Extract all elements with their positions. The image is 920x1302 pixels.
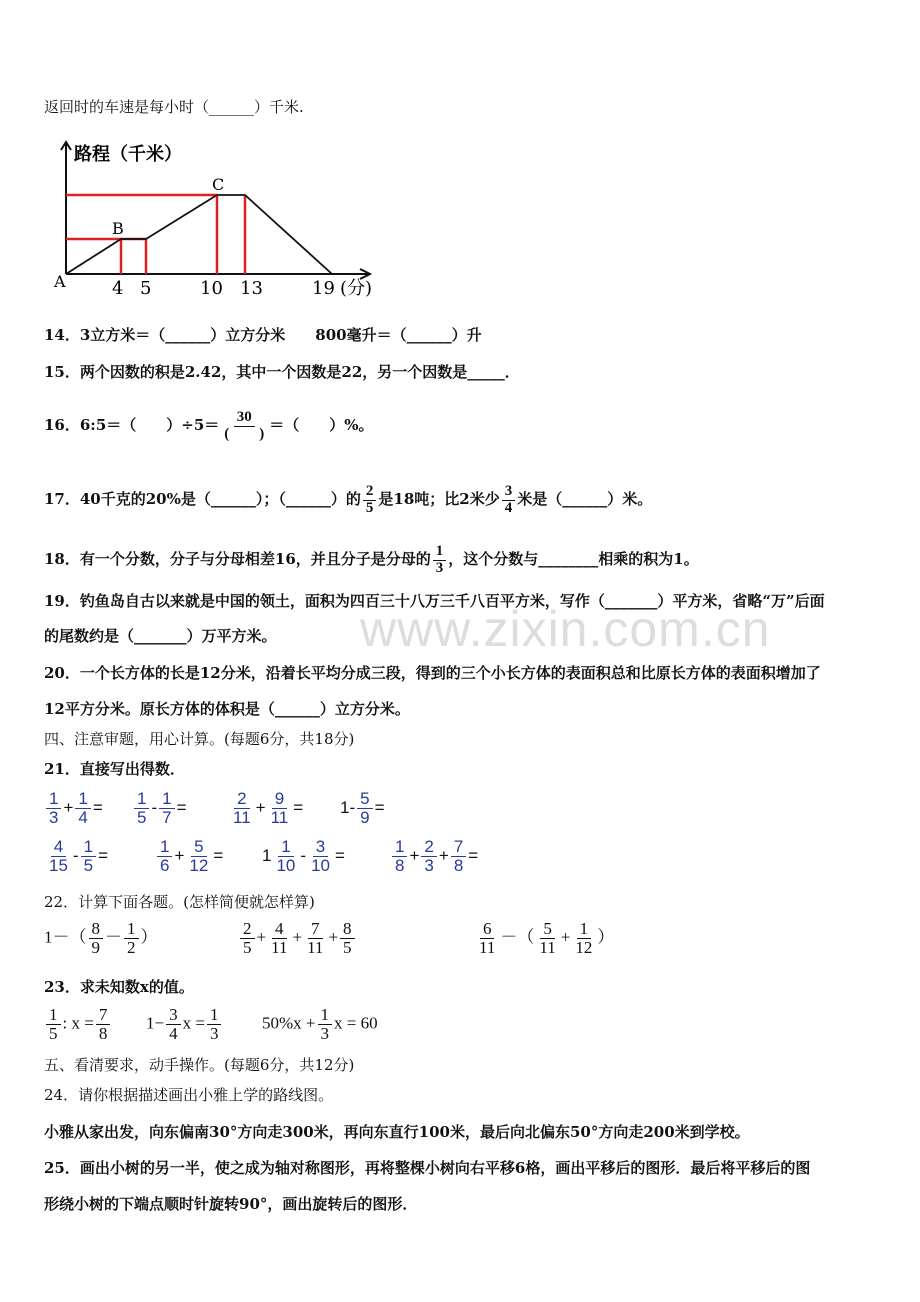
question-16 — [44, 400, 374, 450]
q21-expr-4: 1- $\frac{5}{9}$ = — [340, 789, 385, 827]
point-b: B — [112, 219, 124, 238]
q23-eq-1: $\frac{1}{5}$ : x = $\frac{7}{8}$ — [44, 1006, 112, 1043]
question-15: 15．两个因数的积是2.42，其中一个因数是22，另一个因数是_____． — [44, 363, 520, 381]
question-22: 22．计算下面各题。(怎样简便就怎样算) — [44, 893, 315, 911]
q21-expr-7: 1 $\frac{1}{10}$ - $\frac{3}{10}$ = — [262, 837, 345, 875]
distance-time-graph — [50, 132, 410, 307]
q16-fraction: $\frac{30}{( )}$ — [224, 408, 265, 442]
question-19-line1: 19．钓鱼岛自古以来就是中国的领土，面积为四百三十八万三千八百平方米，写作（_______）平方米，省略“万”后面 — [44, 592, 825, 610]
x-tick: 10 — [200, 278, 223, 299]
q22-expr-1: 1－（ $\frac{8}{9}$ － $\frac{1}{2}$ ） — [44, 919, 158, 957]
question-17: 17．40千克的20%是（______）；（______）的 $\frac{2}{5}$ 是18吨；比2米少 $\frac{3}{4}$ 米是（______）米。 — [44, 482, 653, 516]
q21-expr-5: $\frac{4}{15}$ - $\frac{1}{5}$ = — [49, 837, 108, 875]
q23-eq-2: 1− $\frac{3}{4}$ x = $\frac{1}{3}$ — [146, 1006, 223, 1043]
q16-text-b: ＝（ ）%。 — [269, 416, 374, 434]
question-24-desc: 小雅从家出发，向东偏南30°方向走300米，再向东直行100米，最后向北偏东50°方向走200米到学校。 — [44, 1123, 750, 1141]
x-tick: 4 — [112, 278, 124, 299]
question-25-line1: 25．画出小树的另一半，使之成为轴对称图形，再将整棵小树向右平移6格，画出平移后的图形．最后将平移后的图 — [44, 1159, 811, 1177]
point-a: A — [54, 272, 66, 291]
y-axis-label: 路程（千米） — [74, 144, 182, 165]
q21-expr-2: $\frac{1}{5}$ - $\frac{1}{7}$ = — [132, 790, 187, 827]
q23-eq-3: 50%x + $\frac{1}{3}$ x = 60 — [262, 1005, 378, 1043]
q21-expr-8: $\frac{1}{8}$ + $\frac{2}{3}$ + $\frac{7}{8}$ = — [390, 838, 478, 875]
q18-fraction: $\frac{1}{3}$ — [433, 544, 447, 577]
question-20-line1: 20．一个长方体的长是12分米，沿着长平均分成三段，得到的三个小长方体的表面积总和比原长方体的表面积增加了 — [44, 664, 821, 682]
x-tick: 5 — [140, 278, 152, 299]
section-4-title: 四、注意审题，用心计算。(每题6分，共18分) — [44, 730, 355, 748]
q22-expr-2: $\frac{2}{5}$ + $\frac{4}{11}$ + $\frac{7}{11}$ + $\frac{8}{5}$ — [238, 920, 357, 957]
q21-expr-1: $\frac{1}{3}$ + $\frac{1}{4}$ = — [44, 790, 103, 827]
x-unit: (分) — [340, 278, 373, 299]
point-c: C — [212, 175, 225, 194]
question-18: 18．有一个分数，分子与分母相差16，并且分子是分母的 $\frac{1}{3}$ ，这个分数与________相乘的积为1。 — [44, 542, 699, 576]
question-20-line2: 12平方分米。原长方体的体积是（______）立方分米。 — [44, 700, 410, 718]
q17-fraction-2: $\frac{3}{4}$ — [502, 484, 516, 517]
q16-text-a: 16．6:5＝（ ）÷5＝ — [44, 416, 220, 434]
q22-expr-3: $\frac{6}{11}$ －（ $\frac{5}{11}$ + $\frac{1}{12}$ ） — [479, 919, 615, 957]
question-21: 21．直接写出得数． — [44, 760, 185, 778]
question-23: 23．求未知数x的值。 — [44, 978, 194, 996]
question-25-line2: 形绕小树的下端点顺时针旋转90°，画出旋转后的图形． — [44, 1195, 418, 1213]
x-tick: 19 — [312, 278, 335, 299]
section-5-title: 五、看清要求，动手操作。(每题6分，共12分) — [44, 1056, 355, 1074]
question-24: 24．请你根据描述画出小雅上学的路线图。 — [44, 1086, 334, 1104]
q21-expr-6: $\frac{1}{6}$ + $\frac{5}{12}$ = — [155, 838, 223, 875]
question-13-tail: 返回时的车速是每小时（______）千米. — [44, 98, 304, 116]
q21-expr-3: $\frac{2}{11}$ + $\frac{9}{11}$ = — [233, 789, 304, 827]
watermark: www.zixin.com.cn — [360, 601, 771, 657]
question-19-line2: 的尾数约是（_______）万平方米。 — [44, 627, 277, 645]
q17-fraction-1: $\frac{2}{5}$ — [363, 484, 377, 517]
x-tick: 13 — [240, 278, 263, 299]
question-14: 14．3立方米＝（______）立方分米 800毫升＝（______）升 — [44, 326, 482, 344]
